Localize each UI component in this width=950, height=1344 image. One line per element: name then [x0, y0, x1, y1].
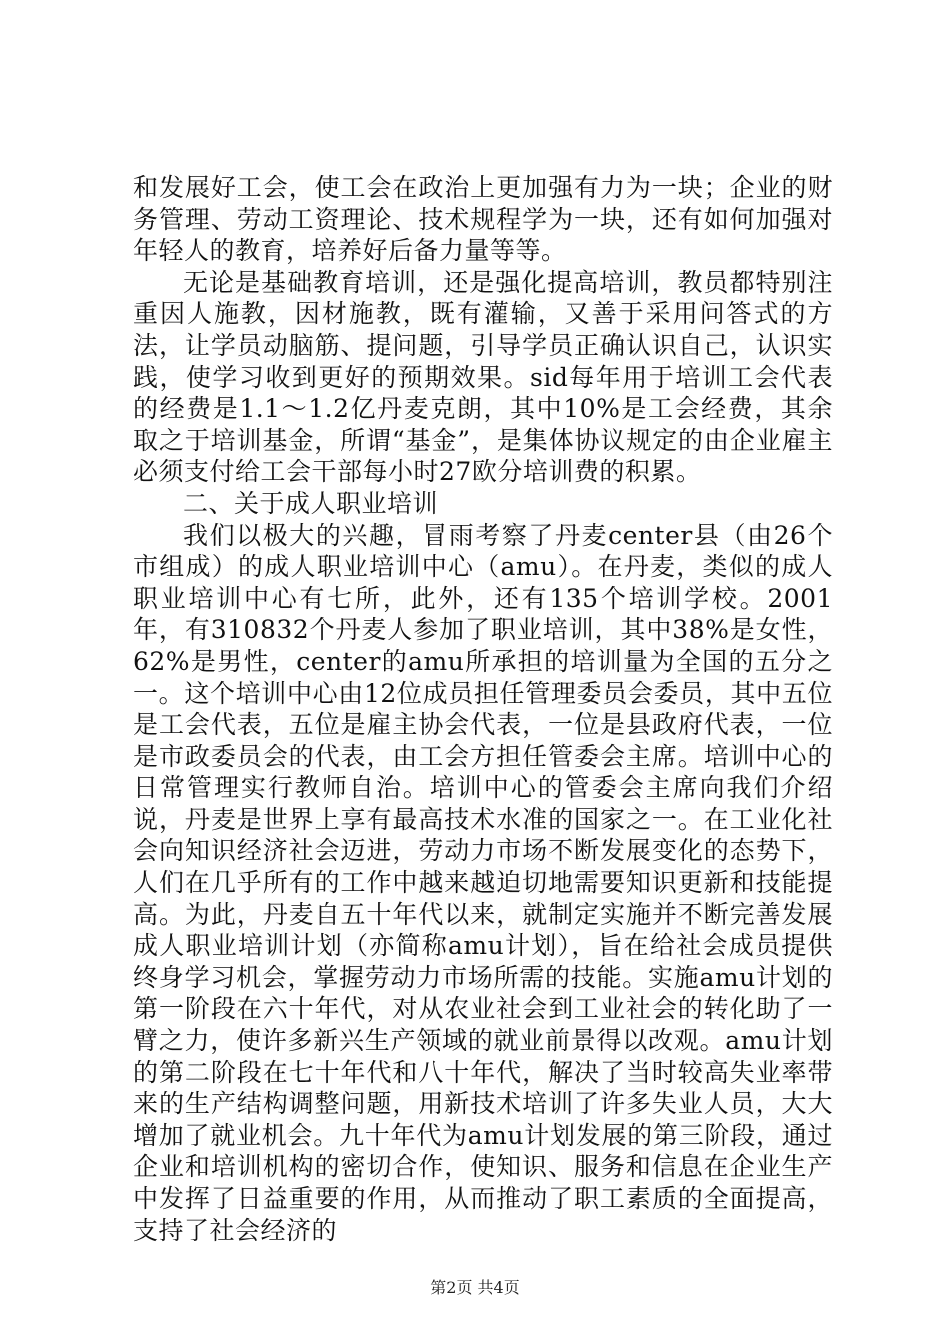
page-number-footer: 第2页 共4页	[430, 1278, 520, 1297]
paragraph-amu-center: 我们以极大的兴趣，冒雨考察了丹麦center县（由26个市组成）的成人职业培训中心（amu）。在丹麦，类似的成人职业培训中心有七所，此外，还有135个培训学校。2001年，有310832个丹麦人参加了职业培训，其中38%是女性，62%是男性，center的amu所承担的培训量为全国的五分之一。这个培训中心由12位成员担任管理委员会委员，其中五位是工会代表，五位是雇主协会代表，一位是县政府代表，一位是市政委员会的代表，由工会方担任管委会主席。培训中心的日常管理实行教师自治。培训中心的管委会主席向我们介绍说，丹麦是世界上享有最高技术水准的国家之一。在工业化社会向知识经济社会迈进，劳动力市场不断发展变化的态势下，人们在几乎所有的工作中越来越迫切地需要知识更新和技能提高。为此，丹麦自五十年代以来，就制定实施并不断完善发展成人职业培训计划（亦简称amu计划），旨在给社会成员提供终身学习机会，掌握劳动力市场所需的技能。实施amu计划的第一阶段在六十年代，对从农业社会到工业社会的转化助了一臂之力，使许多新兴生产领域的就业前景得以改观。amu计划的第二阶段在七十年代和八十年代，解决了当时较高失业率带来的生产结构调整问题，用新技术培训了许多失业人员，大大增加了就业机会。九十年代为amu计划发展的第三阶段，通过企业和培训机构的密切合作，使知识、服务和信息在企业生产中发挥了日益重要的作用，从而推动了职工素质的全面提高，支持了社会经济的	[133, 520, 833, 1245]
paragraph-training-methods: 无论是基础教育培训，还是强化提高培训，教员都特别注重因人施教，因材施教，既有灌输，又善于采用问答式的方法，让学员动脑筋、提问题，引导学员正确认识自己，认识实践，使学习收到更好的预期效果。sid每年用于培训工会代表的经费是1.1～1.2亿丹麦克朗，其中10%是工会经费，其余取之于培训基金，所谓“基金”，是集体协议规定的由企业雇主必须支付给工会干部每小时27欧分培训费的积累。	[133, 267, 833, 487]
paragraph-continuation: 和发展好工会，使工会在政治上更加强有力为一块；企业的财务管理、劳动工资理论、技术规程学为一块，还有如何加强对年轻人的教育，培养好后备力量等等。	[133, 173, 833, 266]
document-body	[133, 172, 833, 1246]
section-heading-adult-vocational-training: 二、关于成人职业培训	[183, 488, 439, 518]
